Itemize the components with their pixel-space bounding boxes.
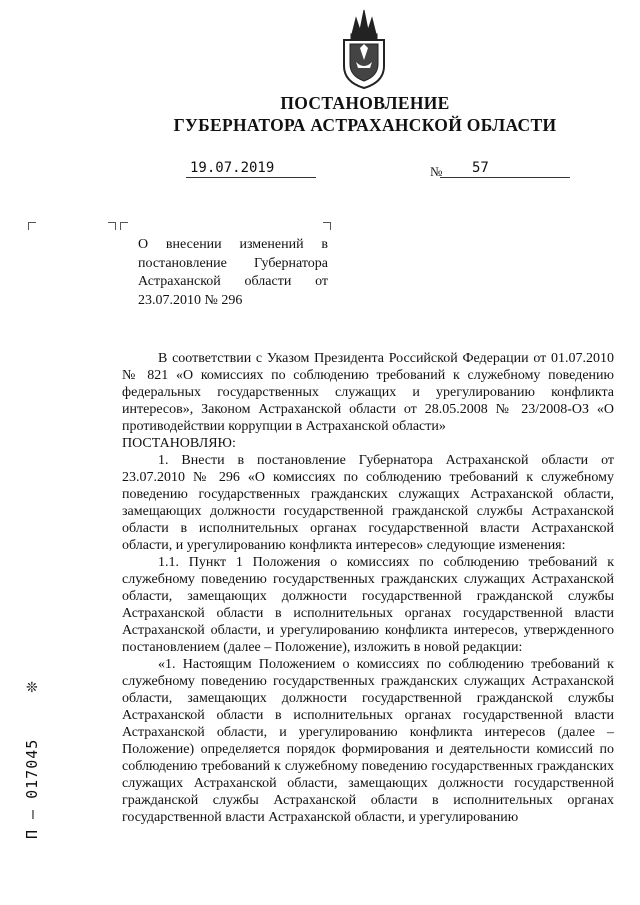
document-date: 19.07.2019: [186, 160, 316, 178]
document-authority: ГУБЕРНАТОРА АСТРАХАНСКОЙ ОБЛАСТИ: [173, 115, 557, 135]
document-title: ПОСТАНОВЛЕНИЕ: [280, 93, 450, 113]
paragraph: «1. Настоящим Положением о комиссиях по соблюдению требований к служебному поведению государственных гражданских служащих Астраханской области, замещающих должности государственной гражданской службы Астраханской области в исполнительных органах государственной власти Астраханской области, и урегулированию конфликта интересов (далее – Положение) определяется порядок формирования и деятельности комиссий по соблюдению требований к служебному поведению государственных гражданских служащих Астраханской области, замещающих должности государственной гражданской службы Астраханской области в исполнительных органах государственной власти Астраханской области, и урегулированию: [122, 657, 614, 825]
corner-mark: [323, 222, 331, 230]
number-sign: №: [430, 164, 443, 179]
paragraph: 1. Внести в постановление Губернатора Астраханской области от 23.07.2010 № 296 «О комиссиях по соблюдению требований к служебному поведению государственных гражданских служащих Астраханской области, замещающих должности государственной гражданской службы Астраханской области в исполнительных органах государственной власти Астраханской области, и урегулированию конфликта интересов» следующие изменения:: [122, 453, 614, 553]
form-serial-mark: [16, 680, 48, 850]
corner-mark: [28, 222, 36, 230]
document-number: 57: [440, 160, 570, 178]
form-serial-number: П – 017045: [23, 738, 41, 839]
paragraph: В соответствии с Указом Президента Российской Федерации от 01.07.2010 № 821 «О комиссиях по соблюдению требований к служебному поведению федеральных государственных служащих и урегулированию конфликта интересов», Законом Астраханской области от 28.05.2008 № 23/2008-ОЗ «О противодействии коррупции в Астраханской области»: [122, 351, 614, 434]
paragraph: 1.1. Пункт 1 Положения о комиссиях по соблюдению требований к служебному поведению государственных гражданских служащих Астраханской области, замещающих должности государственной гражданской службы Астраханской области в исполнительных органах государственной власти Астраханской области, и урегулированию конфликта интересов, утвержденного постановлением (далее – Положение), изложить в новой редакции:: [122, 555, 614, 655]
decor-star-icon: ❊: [26, 681, 38, 696]
resolution-word: ПОСТАНОВЛЯЮ:: [122, 436, 236, 451]
coat-of-arms-icon: [338, 4, 390, 90]
document-subject: О внесении изменений в постановление Губернатора Астраханской области от 23.07.2010 № 296: [138, 237, 328, 308]
corner-mark: [120, 222, 128, 230]
corner-mark: [108, 222, 116, 230]
document-body: [122, 350, 614, 826]
